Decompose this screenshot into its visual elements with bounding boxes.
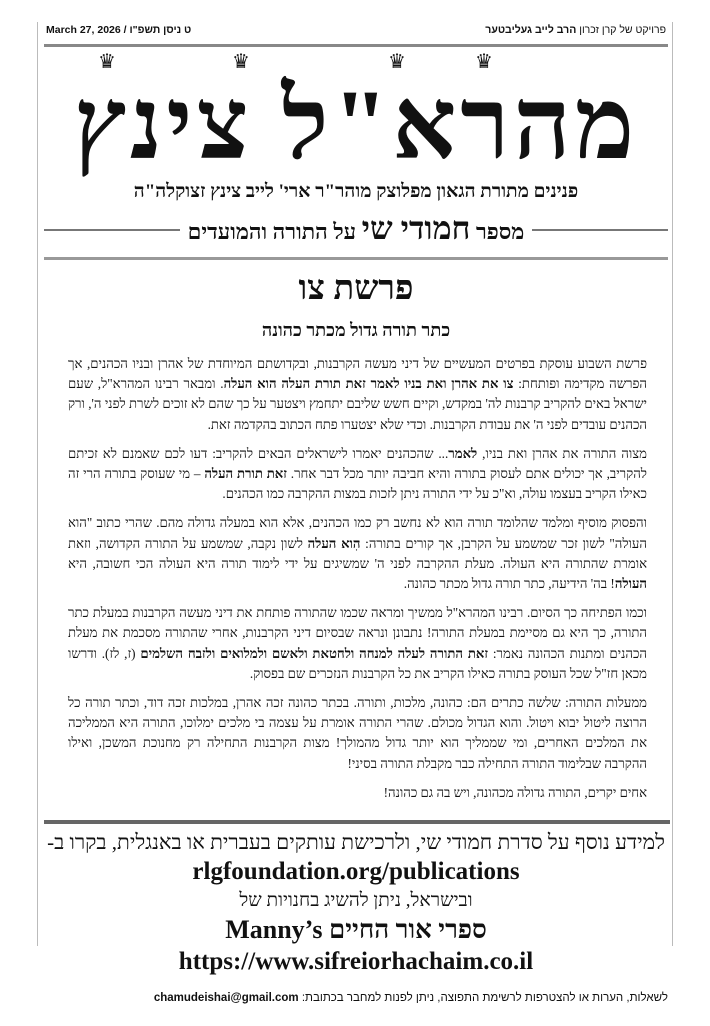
divider <box>44 44 668 47</box>
crown-icon: ♛ <box>232 51 250 73</box>
crown-decorations <box>44 51 668 73</box>
divider <box>44 229 180 231</box>
bold-quote: העולה <box>614 576 647 592</box>
divider <box>44 820 670 824</box>
series-name: חמודי שי <box>361 210 471 246</box>
article-paragraph <box>68 444 647 505</box>
contact-line <box>44 990 668 1006</box>
crown-icon: ♛ <box>98 51 116 73</box>
paragraph-text: מצוה התורה את אהרן ואת בניו, <box>477 445 647 461</box>
project-name: הרב לייב געליבטער <box>485 24 577 36</box>
paragraph-text: פרשת השבוע עוסקת בפרטים המעשיים של דיני מעשה הקרבנות, ובקדושתם המיוחדת של אהרן ובניו הכהנים, אך הפרשה מקדימה ופותחת: <box>68 356 648 392</box>
top-bar <box>44 22 668 38</box>
series-banner <box>44 209 668 251</box>
parsha-title: פרשת צו <box>298 270 414 307</box>
series-suffix: על התורה והמועדים <box>187 219 357 244</box>
bold-quote: הִוא העלה <box>307 535 361 551</box>
israel-info: ובישראל, ניתן להשיג בחנויות של <box>239 890 473 912</box>
paragraph-text: לשון נקבה, שמשמע על התורה הקדושה, וזאת אומרת שהתורה היא העולה. מעלת ההקרבה לפני ה' שמשיגים על ידי לימוד תורה היא העולה הכי חשובה, היא <box>68 535 647 571</box>
divider <box>44 257 668 260</box>
paragraph-text: ... שהכהנים יאמרו לישראלים הבאים להקריב: דעו לכם שאמנם לא זכיתם להקריב, אך יכולים אתם לעסוק בתורה והיא חביבה יותר מכל דבר אחר. <box>68 445 647 482</box>
masthead-title: מהרא"ל צינץ <box>73 69 639 180</box>
paragraph-text: אחים יקרים, התורה גדולה מכהונה, ויש בה גם כהונה! <box>383 784 647 800</box>
paragraph-text: ! בה' הידיעה, כתר תורה גדול מכתר כהונה. <box>403 576 615 592</box>
project-prefix: פרויקט של קרן זכרון <box>576 24 666 36</box>
bold-quote: צו את אהרן ואת בניו לאמר זאת תורת העלה הוא העלה <box>223 376 514 392</box>
paragraph-text: ממעלות התורה: שלשה כתרים הם: כהונה, מלכות, ותורה. בכתר כהונה זכה אהרן, במלכות זכה דוד, וכתר תורה כל הרוצה ליטול יבוא ויטול. והוא הגדול מכולם. שהרי התורה אומרת על עצמה בי מלכים ימלוכו, התורה היא הממליכה את המלכים האחרים, ומי שממליך הוא יותר גדול מהמולך! מצות הקרבנות התחילה רק מחנוכת המשכן, ואילו ההקרבה שבלימוד התורה התחילה כבר מקבלת התורה בסיני! <box>68 695 647 771</box>
paragraph-text: והפסוק מוסיף ומלמד שהלומד תורה הוא לא נחשב רק כמו הכהנים, אלא הוא במעלה גדולה מהם. שהרי כתוב "הוא העולה" לשון זכר שמשמע על הקרבן, אך קורים בתורה: <box>68 515 647 551</box>
article-paragraph <box>68 603 647 684</box>
bold-quote: לאמר <box>448 445 478 461</box>
bold-quote: זאת תורת העלה <box>204 466 287 482</box>
paragraph-text: – מי שעוסק בתורה הרי זה כאילו הקריב בעצמו עולה, וא"כ על ידי התורה ניתן לזכות במצות ההקרבה כמו הכהנים. <box>68 466 647 502</box>
store-name: ספרי אור החיים Manny’s <box>225 915 487 945</box>
paragraph-text: . ומבאר רבינו המהרא"ל, שעם ישראל באים להקריב קרבנות לה' במקדש, וקיים חשש שליבם יתחמץ ויצטער על כך שהם לא זוכים לשרת לפני ה', ורק הכהנים עובדים לפני ה' את עבודת הקרבנות. וכדי שלא יצטערו פתח הכתוב בהקדמה זאת. <box>68 376 647 432</box>
article-body <box>68 354 647 812</box>
article-paragraph <box>68 513 647 594</box>
article-paragraph <box>68 693 647 774</box>
paragraph-text: וכמו הפתיחה כך הסיום. רבינו המהרא"ל ממשיך ומראה שכמו שהתורה פותחת את דיני מעשה הקרבנות במעלת כתר התורה, כך היא גם מסיימת במעלת התורה! נתבונן ונראה שבסיום דיני הקרבנות, אחרי שהתורה מסכמת את מעלת הכהנים ומתנות הכהונה נאמר: <box>68 605 647 661</box>
series-prefix: מספר <box>475 219 525 244</box>
paragraph-text: (ז, לז). ודרשו מכאן חז"ל שכל העוסק בתורה כאילו הקריב את כל הקרבנות הנזכרים שם בפסוק. <box>68 645 647 681</box>
article-paragraph <box>68 783 647 803</box>
promo-info: למידע נוסף על סדרת חמודי שי, ולרכישת עותקים בעברית או באנגלית, בקרו ב- <box>47 830 665 855</box>
article-paragraph <box>68 354 647 435</box>
contact-email[interactable]: chamudeishai@gmail.com <box>153 992 299 1005</box>
crown-icon: ♛ <box>388 51 406 73</box>
contact-text: לשאלות, הערות או להצטרפות לרשימת התפוצה, ניתן לפנות למחבר בכתובת: <box>298 992 668 1005</box>
store-link[interactable]: https://www.sifreiorhachaim.co.il <box>178 948 534 976</box>
crown-icon: ♛ <box>475 51 493 73</box>
article-headline: כתר תורה גדול מכתר כהונה <box>261 320 451 340</box>
divider <box>532 229 668 231</box>
series-title <box>180 209 533 251</box>
bold-quote: זאת התורה לעלה למנחה ולחטאת ולאשם ולמלואים ולזבח השלמים <box>140 645 488 661</box>
date: March 27, 2026 / ט ניסן תשפ"ו <box>46 24 192 36</box>
project-credit <box>485 22 666 38</box>
publications-link[interactable]: rlgfoundation.org/publications <box>192 858 520 886</box>
masthead-subtitle: פנינים מתורת הגאון מפלוצק מוהר"ר ארי' לייב צינץ זצוקלה"ה <box>133 181 579 202</box>
